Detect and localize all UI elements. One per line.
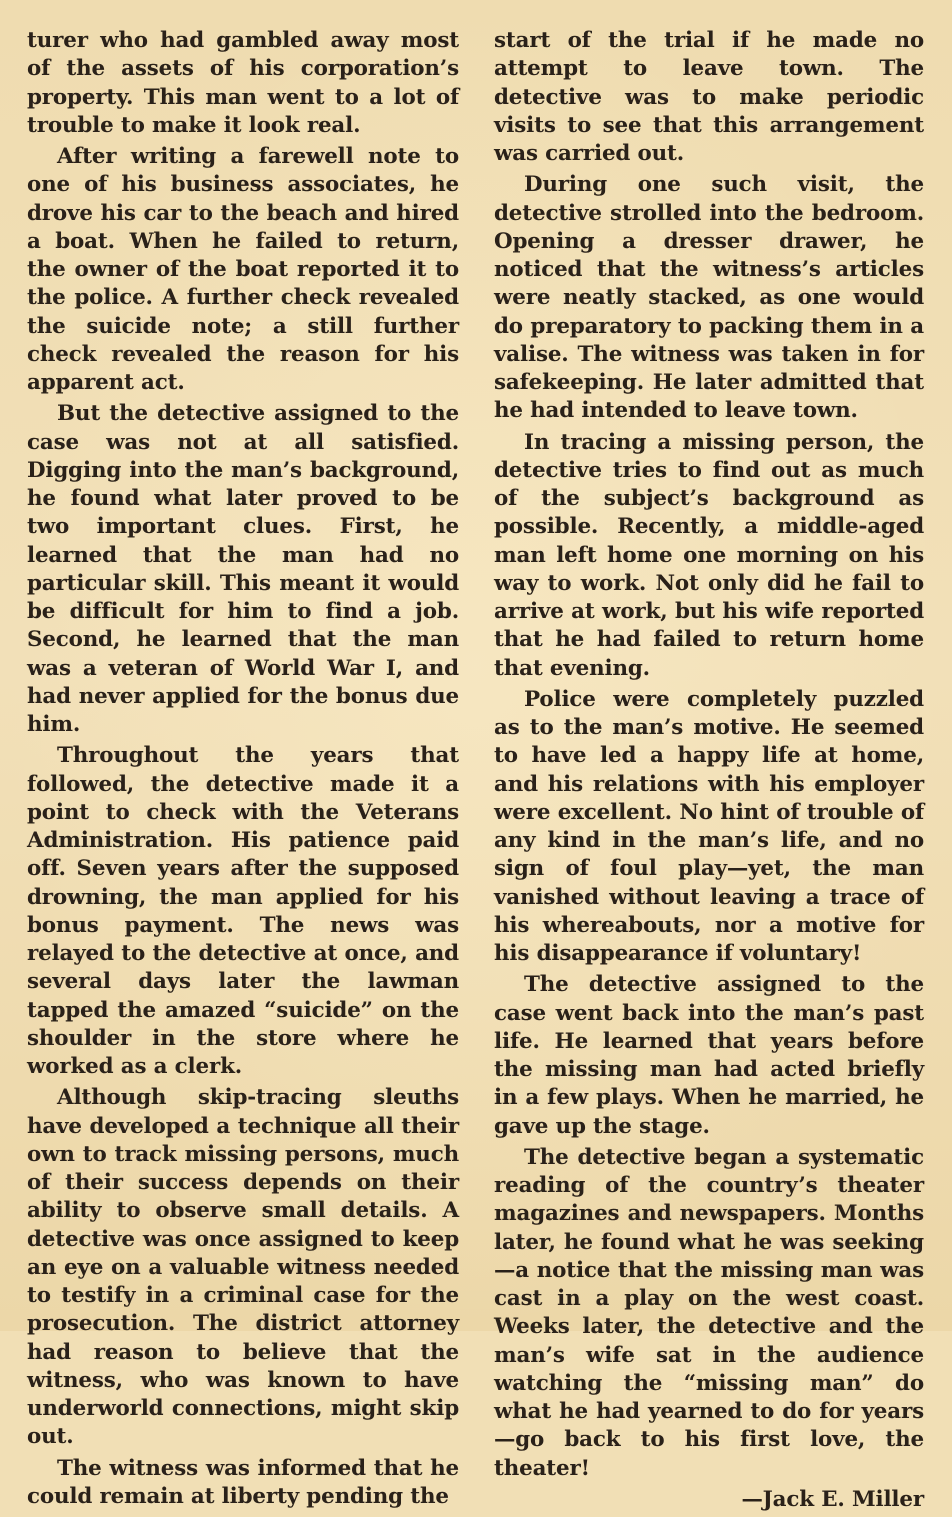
paragraph: Police were completely puzzled as to the man’s motive. He seemed to have led a happy life at home, and his relations with his employer were excellent. No hint of trouble of any kind in the man’s life, and no sign of foul play—yet, the man vanished without leaving a trace of his whereabouts, nor a motive for his disappearance if voluntary! xyxy=(494,686,924,966)
paragraph: In tracing a missing person, the detective tries to find out as much of the subject’s background as possible. Recently, a middle-aged man left home one morning on his way to work. Not only did he fail to arrive at work, but his wife reported that he had failed to return home that evening. xyxy=(494,429,924,681)
paragraph: During one such visit, the detective strolled into the bedroom. Opening a dresser drawer, he noticed that the witness’s articles were neatly stacked, as one would do preparatory to packing them in a valise. The witness was taken in for safekeeping. He later admitted that he had intended to leave town. xyxy=(494,172,924,424)
right-column xyxy=(494,27,924,1517)
author-byline: —Jack E. Miller xyxy=(741,1486,924,1512)
paragraph: But the detective assigned to the case was not at all satisfied. Digging into the man’s background, he found what later proved to be two important clues. First, he learned that the man had no particular skill. This meant it would be difficult for him to find a job. Second, he learned that the man was a veteran of World War I, and had never applied for the bonus due him. xyxy=(27,401,459,737)
paragraph-continued: turer who had gambled away most of the assets of his corporation’s property. This man went to a lot of trouble to make it look real. xyxy=(27,28,459,138)
paragraph: After writing a farewell note to one of his business associates, he drove his car to the beach and hired a boat. When he failed to return, the owner of the boat reported it to the police. A further check revealed the suicide note; a still further check revealed the reason for his apparent act. xyxy=(27,144,459,395)
paragraph: The detective began a systematic reading of the country’s theater magazines and newspapers. Months later, he found what he was seeking—a notice that the missing man was cast in a play on the west coast. Weeks later, the detective and the man’s wife sat in the audience watching the “missing man” do what he had yearned to do for years—go back to his first love, the theater! xyxy=(494,1144,924,1481)
left-column xyxy=(27,27,459,1514)
paragraph: Although skip-tracing sleuths have developed a technique all their own to track missing persons, much of their success depends on their ability to observe small details. A detective was once assigned to keep an eye on a valuable witness needed to testify in a criminal case for the prosecution. The district attorney had reason to believe that the witness, who was known to have underworld connections, might skip out. xyxy=(27,1085,459,1450)
paragraph: Throughout the years that followed, the detective made it a point to check with the Veterans Administration. His patience paid off. Seven years after the supposed drowning, the man applied for his bonus payment. The news was relayed to the detective at once, and several days later the lawman tapped the amazed “suicide” on the shoulder in the store where he worked as a clerk. xyxy=(27,743,459,1079)
paragraph: The witness was informed that he could remain at liberty pending the xyxy=(27,1455,459,1509)
paragraph-continued: start of the trial if he made no attempt to leave town. The detective was to make periodic visits to see that this arrangement was carried out. xyxy=(494,28,924,166)
paragraph: The detective assigned to the case went back into the man’s past life. He learned that years before the missing man had acted briefly in a few plays. When he married, he gave up the stage. xyxy=(494,972,924,1139)
